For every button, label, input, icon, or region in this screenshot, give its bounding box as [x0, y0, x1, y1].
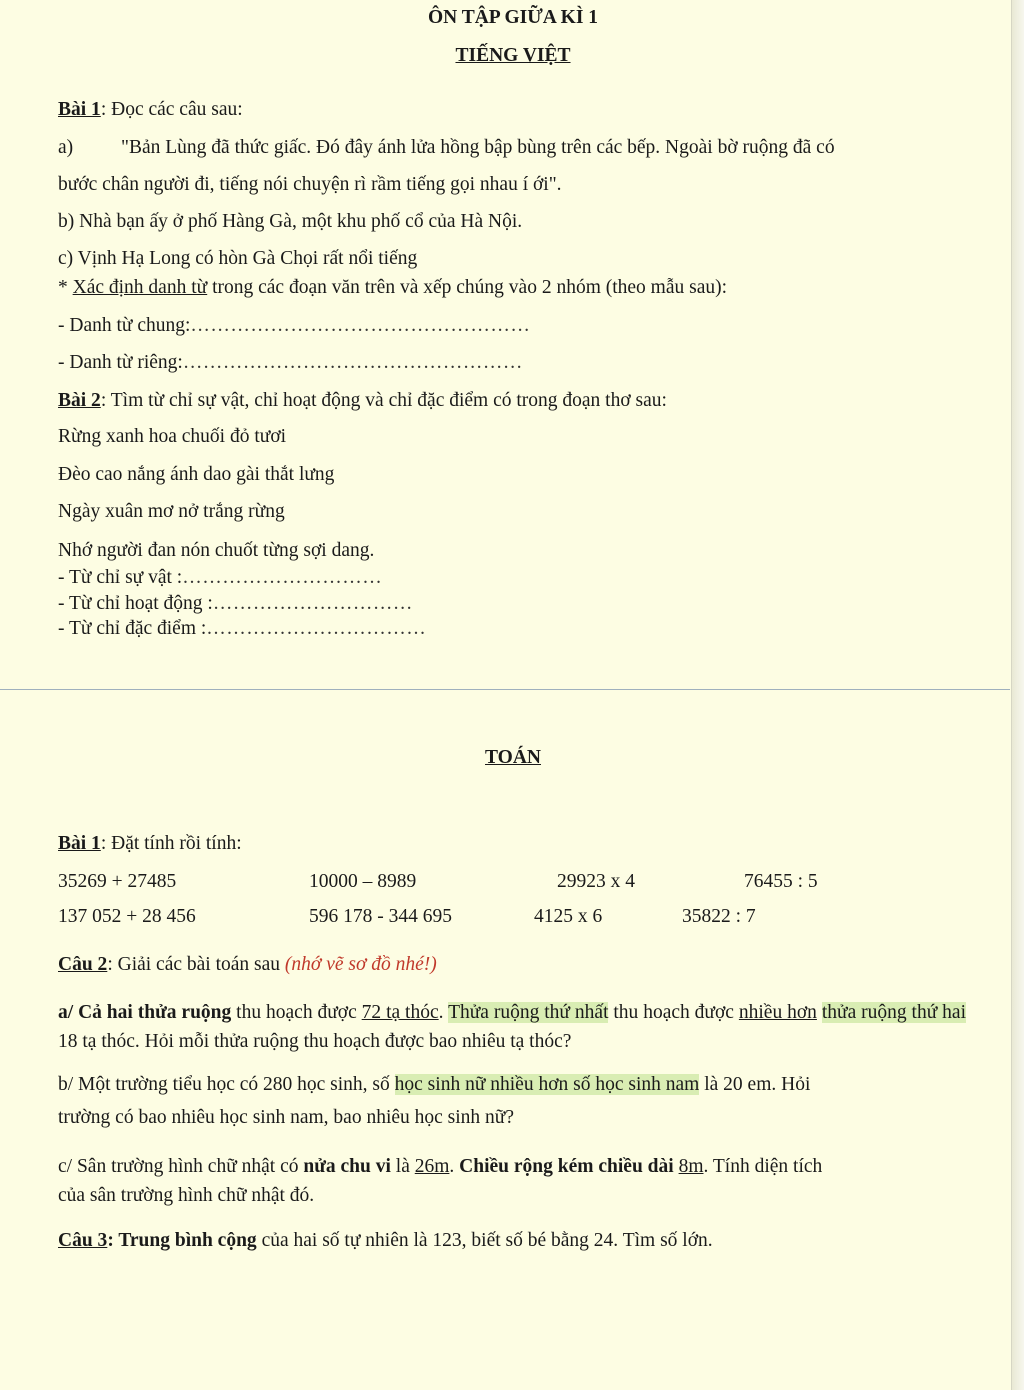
tv-bai1-instruction: : Đọc các câu sau: [100, 99, 243, 120]
calc-item: 4125 x 6 [534, 906, 603, 927]
cau2-a-text: . [438, 1002, 449, 1023]
cau2-b-highlight: học sinh nữ nhiều hơn số học sinh nam [394, 1074, 700, 1095]
cau2-a-72: 72 tạ thóc [361, 1002, 439, 1023]
task-star: * [58, 277, 73, 298]
cau3 [58, 1229, 713, 1253]
calc-item: 76455 : 5 [744, 871, 818, 892]
cau2-c-bold: Chiều rộng kém chiều dài [459, 1156, 674, 1177]
cau2-a [58, 998, 966, 1056]
calc-item: 10000 – 8989 [309, 871, 417, 892]
tv-bai1-a-line2: bước chân người đi, tiếng nói chuyện rì rầm tiếng gọi nhau í ới". [58, 174, 562, 195]
cau2-a-text: thu hoạch được [231, 1002, 362, 1023]
tv-bai2-instruction: : Tìm từ chỉ sự vật, chỉ hoạt động và chỉ đặc điểm có trong đoạn thơ sau: [100, 390, 667, 411]
dac-diem-label: - Từ chỉ đặc điểm : [58, 618, 207, 639]
poem-line: Đèo cao nắng ánh dao gài thắt lưng [58, 464, 335, 485]
cau2-c-26m: 26m [414, 1156, 450, 1177]
tv-bai1-label: Bài 1 [58, 99, 101, 120]
cau2-c-line1 [58, 1155, 822, 1179]
dac-diem-blank: …………………………… [206, 618, 427, 639]
cau2-c-line2: của sân trường hình chữ nhật đó. [58, 1185, 315, 1206]
tv-bai1-heading [58, 98, 243, 122]
tv-bai1-b: b) Nhà bạn ấy ở phố Hàng Gà, một khu phố cổ của Hà Nội. [58, 211, 523, 232]
tv-bai2-heading [58, 389, 667, 413]
cau2-a-prefix: a/ Cả hai thửa ruộng [58, 1002, 232, 1023]
hoat-dong-label: - Từ chỉ hoạt động : [58, 593, 213, 614]
hoat-dong-blank: ………………………… [212, 593, 413, 614]
cau2-heading [58, 953, 437, 977]
cau3-label: Câu 3 [58, 1230, 108, 1251]
danh-tu-chung-blank: …………………………………………… [190, 315, 531, 336]
danh-tu-chung-label: - Danh từ chung: [58, 315, 191, 336]
cau2-b-text: là 20 em. Hỏi [699, 1074, 811, 1095]
tv-bai1-c: c) Vịnh Hạ Long có hòn Gà Chọi rất nổi tiếng [58, 248, 418, 269]
tv-danh-tu-rieng [58, 351, 523, 375]
calc-item: 596 178 - 344 695 [309, 906, 452, 927]
task-underlined: Xác định danh từ [72, 277, 208, 298]
tu-chi-su-vat [58, 566, 382, 590]
tv-bai1-a-line1: "Bản Lùng đã thức giấc. Đó đây ánh lửa hồng bập bùng trên các bếp. Ngoài bờ ruộng đã có [121, 137, 835, 158]
cau2-label: Câu 2 [58, 954, 108, 975]
cau3-bold: : Trung bình cộng [107, 1230, 257, 1251]
page-edge [1011, 0, 1024, 1390]
toan-bai1-heading [58, 832, 242, 856]
cau2-c-bold: nửa chu vi [303, 1156, 391, 1177]
su-vat-label: - Từ chỉ sự vật : [58, 567, 183, 588]
cau2-b-text: b/ Một trường tiểu học có 280 học sinh, số [58, 1074, 395, 1095]
calc-item: 35822 : 7 [682, 906, 756, 927]
cau2-c-text: c/ Sân trường hình chữ nhật có [58, 1156, 304, 1177]
cau2-c-8m: 8m [678, 1156, 704, 1177]
tv-bai1-task [58, 276, 727, 300]
calc-item: 35269 + 27485 [58, 871, 177, 892]
poem-line: Ngày xuân mơ nở trắng rừng [58, 501, 285, 522]
task-rest: trong các đoạn văn trên và xếp chúng vào 2 nhóm (theo mẫu sau): [207, 277, 728, 298]
toan-bai1-instruction: : Đặt tính rồi tính: [100, 833, 242, 854]
cau2-a-text: 18 tạ thóc. Hỏi mỗi thửa ruộng thu hoạch được bao nhiêu tạ thóc? [58, 1031, 572, 1052]
cau2-b-line1 [58, 1073, 810, 1097]
cau2-note: (nhớ vẽ sơ đồ nhé!) [284, 954, 437, 975]
tv-bai1-a-label: a) [58, 137, 74, 158]
calc-item: 29923 x 4 [557, 871, 635, 892]
danh-tu-rieng-blank: …………………………………………… [182, 352, 523, 373]
cau2-instruction: : Giải các bài toán sau [107, 954, 285, 975]
tv-danh-tu-chung [58, 314, 530, 338]
tu-chi-dac-diem [58, 617, 426, 641]
subject-heading-tieng-viet: TIẾNG VIỆT [455, 45, 571, 66]
tv-bai2-label: Bài 2 [58, 390, 101, 411]
cau2-c-text: là [390, 1156, 415, 1177]
cau2-c-text: . Tính diện tích [703, 1156, 823, 1177]
cau3-text: của hai số tự nhiên là 123, biết số bé bằng 24. Tìm số lớn. [256, 1230, 713, 1251]
cau2-b-line2: trường có bao nhiêu học sinh nam, bao nhiêu học sinh nữ? [58, 1107, 515, 1128]
cau2-c-text: . [449, 1156, 460, 1177]
page-title: ÔN TẬP GIỮA KÌ 1 [427, 7, 599, 28]
poem-line: Rừng xanh hoa chuối đỏ tươi [58, 426, 287, 447]
danh-tu-rieng-label: - Danh từ riêng: [58, 352, 183, 373]
su-vat-blank: ………………………… [182, 567, 383, 588]
cau2-a-highlight: Thửa ruộng thứ nhất [448, 1002, 609, 1023]
subject-heading-toan: TOÁN [485, 747, 541, 768]
calc-item: 137 052 + 28 456 [58, 906, 196, 927]
cau2-a-nhieu-hon: nhiều hơn [738, 1002, 817, 1023]
cau2-a-text: thu hoạch được [608, 1002, 739, 1023]
toan-bai1-label: Bài 1 [58, 833, 101, 854]
cau2-a-highlight: thửa ruộng thứ hai [821, 1002, 966, 1023]
tu-chi-hoat-dong [58, 592, 413, 616]
section-divider [0, 689, 1010, 690]
poem-line: Nhớ người đan nón chuốt từng sợi dang. [58, 540, 375, 561]
